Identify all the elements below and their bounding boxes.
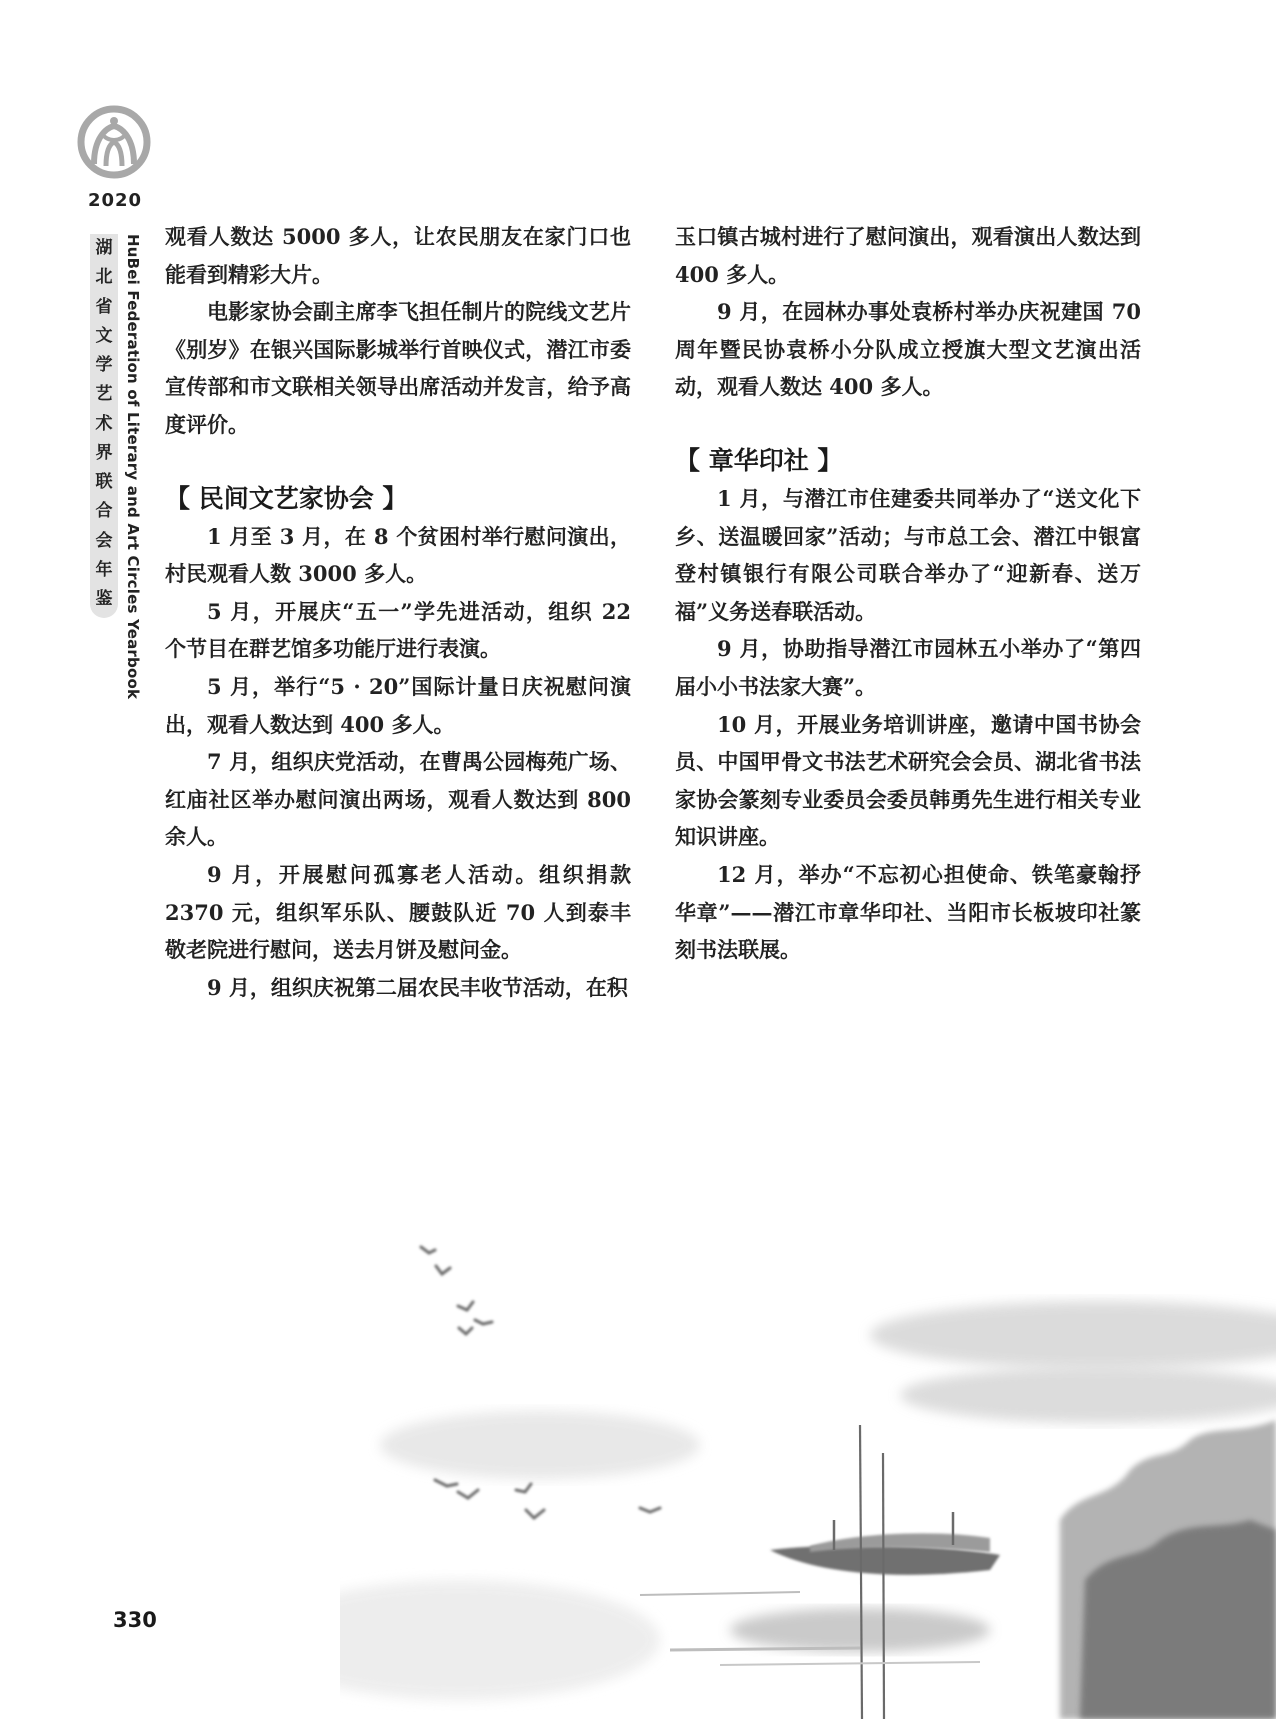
section-heading-zhanghua-seal-society: 【 章华印社 】 xyxy=(675,445,843,475)
sidebar-char: 会 xyxy=(95,530,113,551)
right-column xyxy=(675,218,1141,969)
yearbook-year: 2020 xyxy=(87,190,143,211)
page-number: 330 xyxy=(113,1608,157,1632)
paragraph: 9 月，协助指导潜江市园林五小举办了“第四届小小书法家大赛”。 xyxy=(675,636,1141,699)
sidebar-char: 鉴 xyxy=(95,589,113,609)
sidebar-char: 年 xyxy=(95,559,113,580)
paragraph: 10 月，开展业务培训讲座，邀请中国书协会员、中国甲骨文书法艺术研究会会员、湖北省书法家协会篆刻专业委员会委员韩勇先生进行相关专业知识讲座。 xyxy=(675,711,1141,850)
paragraph: 5 月，举行“5 · 20”国际计量日庆祝慰问演出，观看人数达到 400 多人。 xyxy=(165,673,631,737)
paragraph: 7 月，组织庆党活动，在曹禺公园梅苑广场、红庙社区举办慰问演出两场，观看人数达到 800 余人。 xyxy=(165,749,631,850)
sidebar-char: 北 xyxy=(95,267,113,288)
sidebar-char: 界 xyxy=(95,442,113,463)
paragraph: 12 月，举办“不忘初心担使命、铁笔豪翰抒华章”——潜江市章华印社、当阳市长板坡印社篆刻书法联展。 xyxy=(675,861,1141,963)
sidebar-char: 学 xyxy=(95,355,113,375)
hubei-federation-emblem-icon xyxy=(76,104,152,180)
paragraph: 9 月，组织庆祝第二届农民丰收节活动，在积 xyxy=(207,974,628,1000)
sidebar-char: 湖 xyxy=(95,238,113,258)
sidebar-char: 省 xyxy=(95,296,113,317)
left-column xyxy=(165,218,631,1006)
paragraph: 观看人数达 5000 多人，让农民朋友在家门口也能看到精彩大片。 xyxy=(165,224,631,287)
sidebar-title-en-text: HuBei Federation of Literary and Art Circles Yearbook xyxy=(124,234,142,700)
sidebar-title-en xyxy=(124,234,144,700)
sidebar-char: 艺 xyxy=(95,384,113,405)
sidebar-char: 联 xyxy=(95,472,113,492)
paragraph: 9 月，开展慰问孤寡老人活动。组织捐款 2370 元，组织军乐队、腰鼓队近 70 人到泰丰敬老院进行慰问，送去月饼及慰问金。 xyxy=(165,861,631,963)
sidebar-char: 合 xyxy=(95,501,113,522)
sidebar-title-cn xyxy=(90,234,118,618)
sidebar-char: 文 xyxy=(95,325,113,346)
paragraph: 1 月至 3 月，在 8 个贫困村举行慰问演出，村民观看人数 3000 多人。 xyxy=(165,523,631,587)
paragraph: 1 月，与潜江市住建委共同举办了“送文化下乡、送温暖回家”活动；与市总工会、潜江中银富登村镇银行有限公司联合举办了“迎新春、送万福”义务送春联活动。 xyxy=(675,485,1141,624)
sidebar-char: 术 xyxy=(95,413,113,434)
paragraph: 电影家协会副主席李飞担任制片的院线文艺片《别岁》在银兴国际影城举行首映仪式，潜江市委宣传部和市文联相关领导出席活动并发言，给予高度评价。 xyxy=(165,299,631,437)
paragraph: 9 月，在园林办事处袁桥村举办庆祝建国 70 周年暨民协袁桥小分队成立授旗大型文艺演出活动，观看人数达 400 多人。 xyxy=(675,299,1141,400)
paragraph: 玉口镇古城村进行了慰问演出，观看演出人数达到 400 多人。 xyxy=(675,224,1141,287)
paragraph: 5 月，开展庆“五一”学先进活动，组织 22 个节目在群艺馆多功能厅进行表演。 xyxy=(165,598,631,662)
ink-wash-landscape-illustration xyxy=(340,1220,1276,1719)
section-heading-folk-artists-association: 【 民间文艺家协会 】 xyxy=(165,483,408,513)
